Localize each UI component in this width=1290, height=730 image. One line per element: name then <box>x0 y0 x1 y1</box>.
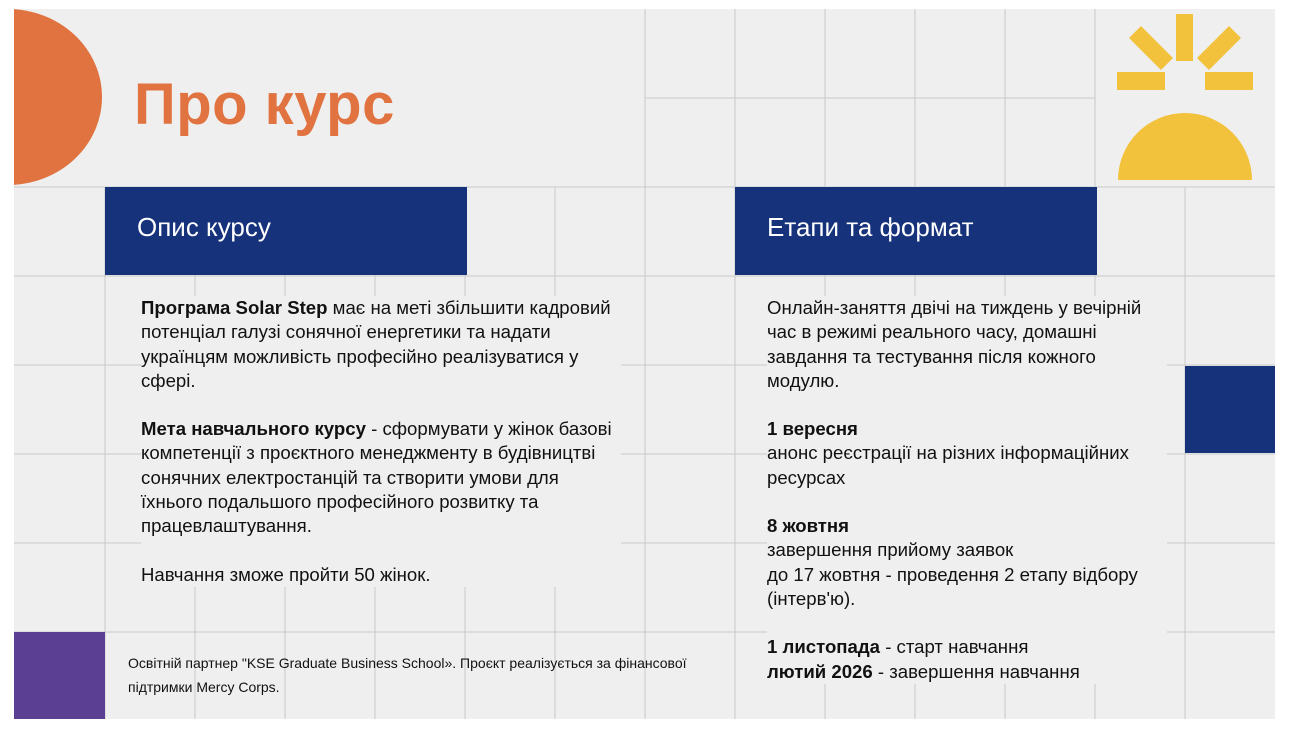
purple-square-decoration <box>14 632 105 719</box>
date-oct-17-text: до 17 жовтня - проведення 2 етапу відбору (інтерв'ю). <box>767 563 1138 609</box>
course-description-header: Опис курсу <box>105 187 467 275</box>
format-intro: Онлайн-заняття двічі на тиждень у вечірній час в режимі реального часу, домашні завдання та тестування після кожного модулю. <box>767 297 1142 391</box>
date-nov-1: 1 листопада <box>767 636 881 658</box>
navy-square-decoration <box>1185 366 1275 453</box>
program-text: має на меті збільшити кадровий потенціал галузі сонячної енергетики та надати українцям можливість професійно реалізуватися у сфері. <box>141 297 611 391</box>
sun-icon <box>1117 14 1253 182</box>
goal-label: Мета навчального курсу <box>141 418 366 440</box>
goal-paragraph <box>141 417 621 538</box>
program-paragraph <box>141 296 621 393</box>
stages-format-header: Етапи та формат <box>735 187 1097 275</box>
date-sept-1-text: анонс реєстрації на різних інформаційних ресурсах <box>767 442 1129 488</box>
course-description-panel <box>141 296 621 587</box>
date-feb-2026: лютий 2026 <box>767 660 873 682</box>
capacity-text: Навчання зможе пройти 50 жінок. <box>141 563 431 585</box>
date-oct-8: 8 жовтня <box>767 515 849 537</box>
date-sept-1: 1 вересня <box>767 418 858 440</box>
date-oct-8-text: завершення прийому заявок <box>767 539 1014 561</box>
footer-partner-note: Освітній партнер "KSE Graduate Business School». Проєкт реалізується за фінансової підтримки Mercy Corps. <box>128 655 687 695</box>
date-nov-1-text: - старт навчання <box>880 636 1029 658</box>
goal-text: - сформувати у жінок базові компетенції з проєктного менеджменту в будівництві сонячних електростанцій та створити умови для їхнього подальшого професійного розвитку та працевлаштування. <box>141 418 612 537</box>
stages-format-panel <box>767 296 1167 684</box>
page-title: Про курс <box>134 72 395 137</box>
date-feb-2026-text: - завершення навчання <box>872 660 1080 682</box>
slide <box>14 9 1275 719</box>
program-name: Програма Solar Step <box>141 297 328 318</box>
